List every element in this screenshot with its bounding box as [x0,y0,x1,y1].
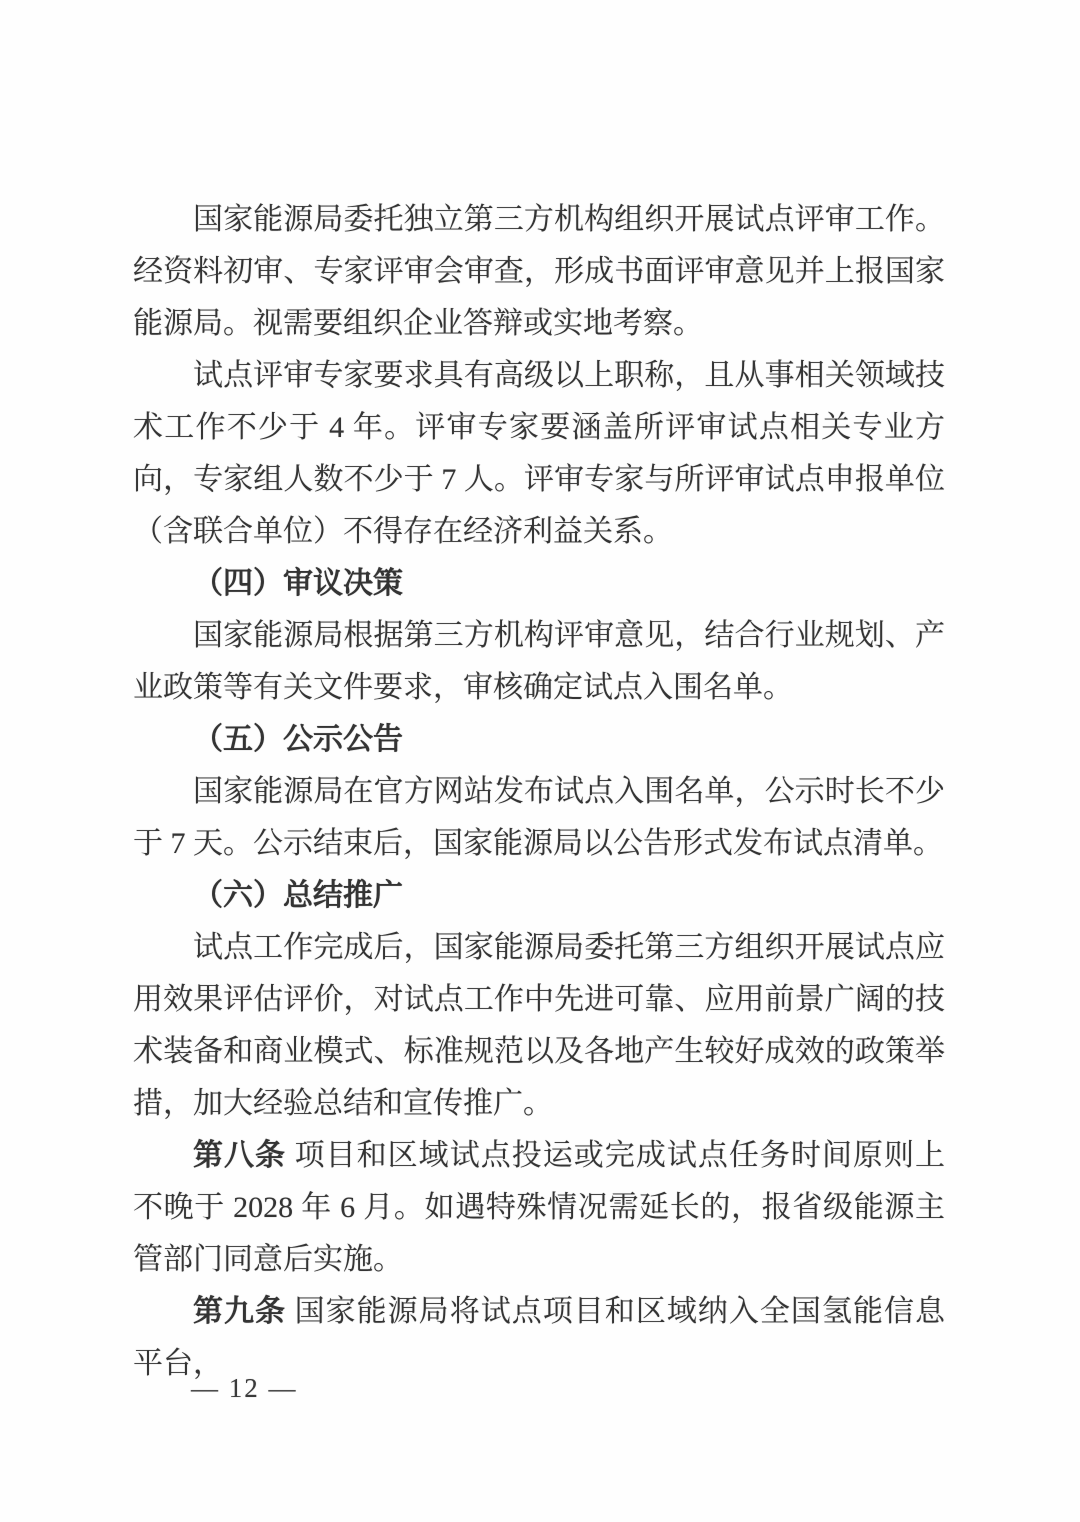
body-paragraph: 国家能源局委托独立第三方机构组织开展试点评审工作。经资料初审、专家评审会审查，形成书面评审意见并上报国家能源局。视需要组织企业答辩或实地考察。 [133,203,945,340]
article-paragraph [133,1130,945,1286]
article-text: 国家能源局将试点项目和区域纳入全国氢能信息平台， [133,1295,946,1380]
article-text: 项目和区域试点投运或完成试点任务时间原则上不晚于 2028 年 6 月。如遇特殊情况需延长的，报省级能源主管部门同意后实施。 [133,1139,946,1276]
body-paragraph: 试点工作完成后，国家能源局委托第三方组织开展试点应用效果评估评价，对试点工作中先进可靠、应用前景广阔的技术装备和商业模式、标准规范以及各地产生较好成效的政策举措，加大经验总结和宣传推广。 [133,931,945,1120]
article-number-label: 第九条 [193,1295,287,1328]
document-body [133,194,945,1390]
body-paragraph: 国家能源局在官方网站发布试点入围名单，公示时长不少于 7 天。公示结束后，国家能源局以公告形式发布试点清单。 [133,775,945,860]
section-heading: （五）公示公告 [193,723,403,756]
body-paragraph: 试点评审专家要求具有高级以上职称，且从事相关领域技术工作不少于 4 年。评审专家要涵盖所评审试点相关专业方向，专家组人数不少于 7 人。评审专家与所评审试点申报单位（含联合单位）不得存在经济利益关系。 [133,359,945,548]
section-heading: （四）审议决策 [193,567,403,600]
section-heading: （六）总结推广 [193,879,403,912]
page-number: — 12 — [191,1373,298,1403]
article-number-label: 第八条 [193,1139,287,1172]
body-paragraph: 国家能源局根据第三方机构评审意见，结合行业规划、产业政策等有关文件要求，审核确定试点入围名单。 [133,619,945,704]
